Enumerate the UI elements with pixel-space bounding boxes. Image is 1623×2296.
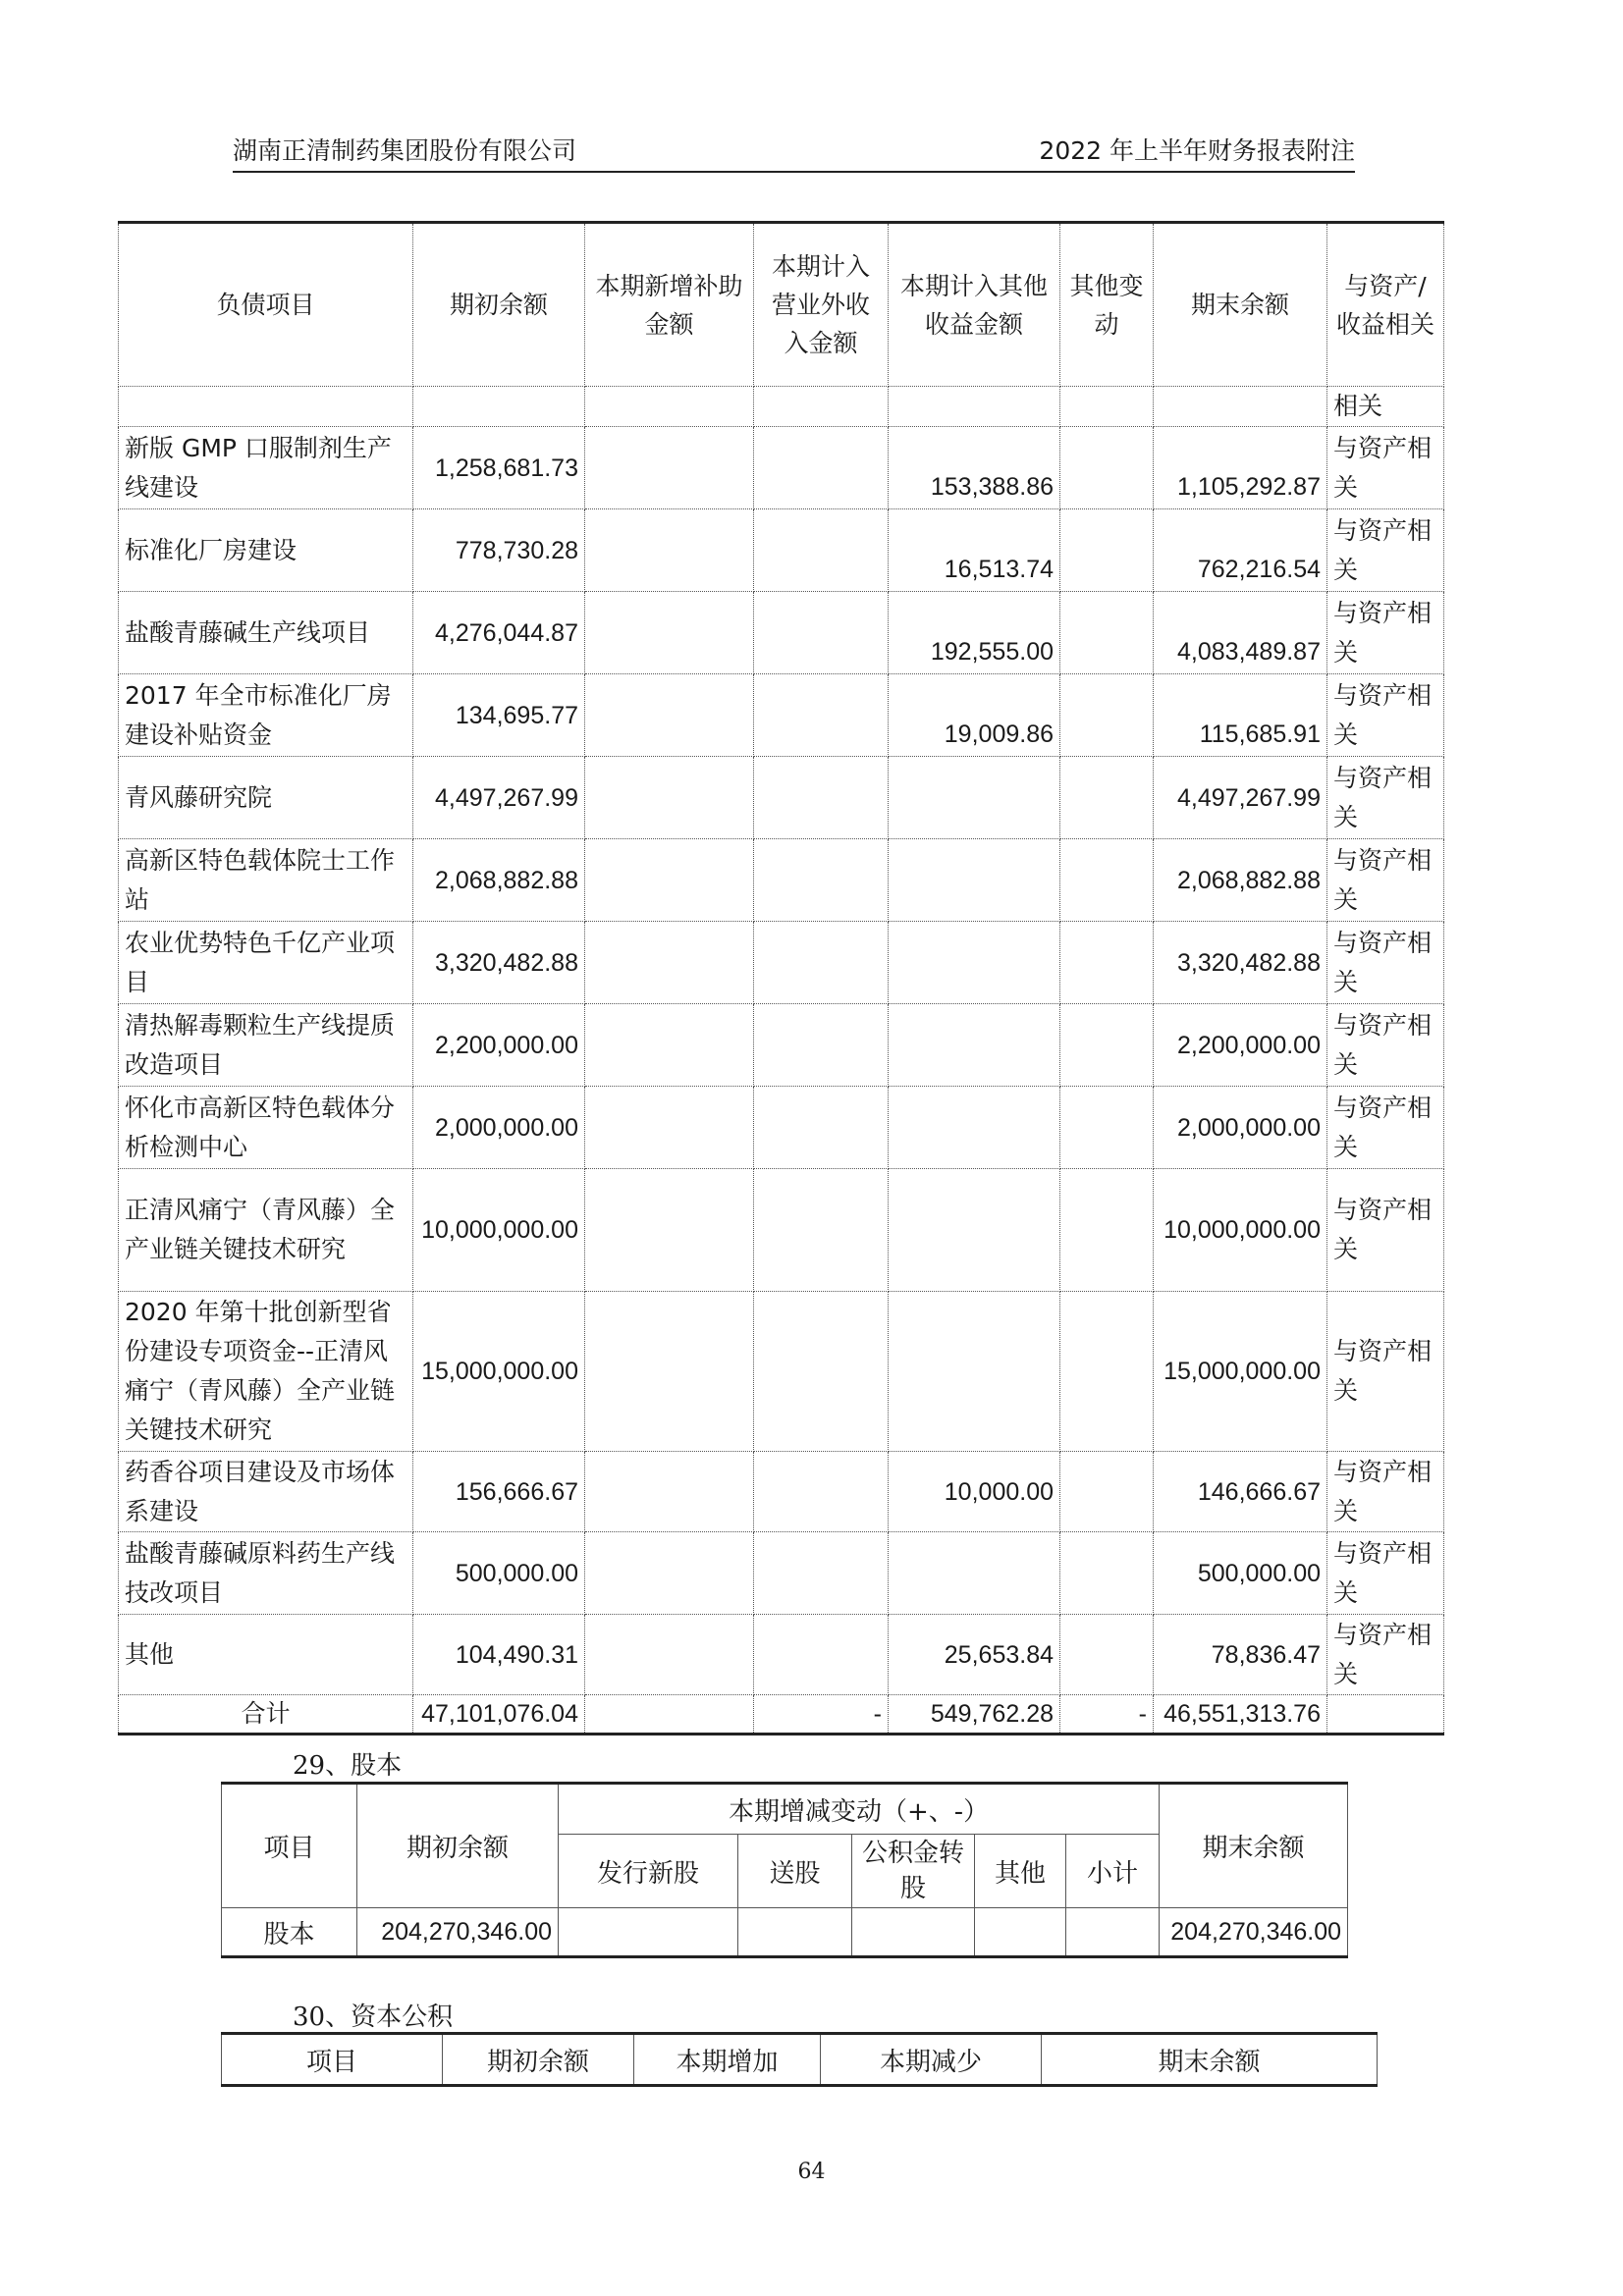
row-other-income [889,1292,1060,1452]
total-closing: 46,551,313.76 [1154,1695,1327,1735]
table-row [119,1452,1444,1532]
row-name: 新版 GMP 口服制剂生产线建设 [119,427,413,509]
row-other-income [889,1004,1060,1087]
total-label: 合计 [119,1695,413,1735]
row-name: 青风藤研究院 [119,757,413,839]
row-closing: 2,068,882.88 [1154,839,1327,922]
sc-row-end: 204,270,346.00 [1160,1908,1348,1957]
row-other-income: 192,555.00 [889,592,1060,674]
cr-header-begin: 期初余额 [443,2034,634,2086]
row-other-income [889,1532,1060,1615]
table-row [119,757,1444,839]
table-row [222,1908,1348,1957]
row-name: 药香谷项目建设及市场体系建设 [119,1452,413,1532]
table-row [119,674,1444,757]
row-opening: 10,000,000.00 [413,1169,585,1292]
row-opening: 104,490.31 [413,1615,585,1695]
table-row [119,1087,1444,1169]
page-header [233,135,1355,173]
row-closing: 146,666.67 [1154,1452,1327,1532]
row-closing: 2,000,000.00 [1154,1087,1327,1169]
header-closing-balance: 期末余额 [1154,223,1327,387]
page-number: 64 [797,2160,826,2184]
sc-row-begin: 204,270,346.00 [357,1908,559,1957]
table-row [119,1004,1444,1087]
table-row [119,592,1444,674]
row-closing: 500,000.00 [1154,1532,1327,1615]
share-capital-table [221,1782,1348,1958]
total-other-change: - [1060,1695,1154,1735]
row-name: 农业优势特色千亿产业项目 [119,922,413,1004]
table-row [119,922,1444,1004]
row-closing: 4,083,489.87 [1154,592,1327,674]
row-related: 与资产相关 [1327,592,1444,674]
row-opening: 4,497,267.99 [413,757,585,839]
government-grants-table [118,221,1444,1735]
table-header-row [119,223,1444,387]
total-non-operating: - [754,1695,889,1735]
table-row [119,1532,1444,1615]
row-related: 与资产相关 [1327,1292,1444,1452]
table-row [119,1615,1444,1695]
header-other-income: 本期计入其他收益金额 [889,223,1060,387]
table-row [119,1292,1444,1452]
header-liability-item: 负债项目 [119,223,413,387]
row-other-income [889,757,1060,839]
row-other-income: 16,513.74 [889,509,1060,592]
row-other-income [889,839,1060,922]
related-cell: 相关 [1327,387,1444,427]
table-row [119,509,1444,592]
row-closing: 78,836.47 [1154,1615,1327,1695]
header-other-changes: 其他变动 [1060,223,1154,387]
row-related: 与资产相关 [1327,427,1444,509]
row-other-income: 19,009.86 [889,674,1060,757]
sc-header-end: 期末余额 [1160,1784,1348,1908]
row-name: 高新区特色载体院士工作站 [119,839,413,922]
share-capital-header-row [222,1784,1348,1835]
row-opening: 2,000,000.00 [413,1087,585,1169]
section-29-title: 29、股本 [293,1751,403,1781]
row-name: 怀化市高新区特色载体分析检测中心 [119,1087,413,1169]
row-related: 与资产相关 [1327,757,1444,839]
row-closing: 15,000,000.00 [1154,1292,1327,1452]
row-opening: 3,320,482.88 [413,922,585,1004]
report-title: 2022 年上半年财务报表附注 [1039,136,1355,165]
total-row [119,1695,1444,1735]
row-related: 与资产相关 [1327,922,1444,1004]
table-row [119,1169,1444,1292]
sc-header-issue: 发行新股 [559,1835,738,1908]
cr-header-item: 项目 [222,2034,443,2086]
row-other-income: 153,388.86 [889,427,1060,509]
sc-header-other: 其他 [975,1835,1066,1908]
row-closing: 3,320,482.88 [1154,922,1327,1004]
row-closing: 115,685.91 [1154,674,1327,757]
row-related: 与资产相关 [1327,1615,1444,1695]
row-opening: 2,068,882.88 [413,839,585,922]
header-non-operating-income: 本期计入营业外收入金额 [754,223,889,387]
row-opening: 778,730.28 [413,509,585,592]
row-name: 2017 年全市标准化厂房建设补贴资金 [119,674,413,757]
row-opening: 4,276,044.87 [413,592,585,674]
row-name: 其他 [119,1615,413,1695]
header-asset-income-related: 与资产/收益相关 [1327,223,1444,387]
section-30-title: 30、资本公积 [293,2002,454,2032]
sc-row-item: 股本 [222,1908,357,1957]
row-closing: 762,216.54 [1154,509,1327,592]
row-related: 与资产相关 [1327,839,1444,922]
sc-header-bonus: 送股 [738,1835,852,1908]
company-name: 湖南正清制药集团股份有限公司 [233,136,577,165]
sc-header-begin: 期初余额 [357,1784,559,1908]
sc-header-reserve: 公积金转股 [852,1835,975,1908]
cr-header-decrease: 本期减少 [821,2034,1042,2086]
row-closing: 2,200,000.00 [1154,1004,1327,1087]
sc-header-subtotal: 小计 [1066,1835,1160,1908]
row-opening: 15,000,000.00 [413,1292,585,1452]
row-name: 清热解毒颗粒生产线提质改造项目 [119,1004,413,1087]
row-other-income: 25,653.84 [889,1615,1060,1695]
row-other-income [889,1087,1060,1169]
row-related: 与资产相关 [1327,509,1444,592]
capital-reserve-header-row [222,2034,1378,2086]
sc-header-change-group: 本期增减变动（+、-） [559,1784,1160,1835]
table-row [119,427,1444,509]
row-related: 与资产相关 [1327,1004,1444,1087]
row-closing: 1,105,292.87 [1154,427,1327,509]
row-related: 与资产相关 [1327,1169,1444,1292]
row-name: 标准化厂房建设 [119,509,413,592]
table-row [119,387,1444,427]
cr-header-increase: 本期增加 [634,2034,821,2086]
row-opening: 156,666.67 [413,1452,585,1532]
total-opening: 47,101,076.04 [413,1695,585,1735]
row-related: 与资产相关 [1327,1532,1444,1615]
table-row [119,839,1444,922]
row-other-income [889,1169,1060,1292]
row-opening: 134,695.77 [413,674,585,757]
row-name: 正清风痛宁（青风藤）全产业链关键技术研究 [119,1169,413,1292]
cr-header-end: 期末余额 [1042,2034,1378,2086]
header-opening-balance: 期初余额 [413,223,585,387]
row-related: 与资产相关 [1327,1087,1444,1169]
row-opening: 500,000.00 [413,1532,585,1615]
row-closing: 4,497,267.99 [1154,757,1327,839]
row-name: 2020 年第十批创新型省份建设专项资金--正清风痛宁（青风藤）全产业链关键技术研究 [119,1292,413,1452]
total-other-income: 549,762.28 [889,1695,1060,1735]
row-related: 与资产相关 [1327,674,1444,757]
row-other-income: 10,000.00 [889,1452,1060,1532]
row-opening: 2,200,000.00 [413,1004,585,1087]
row-closing: 10,000,000.00 [1154,1169,1327,1292]
row-other-income [889,922,1060,1004]
row-related: 与资产相关 [1327,1452,1444,1532]
header-new-grants: 本期新增补助金额 [585,223,754,387]
row-name: 盐酸青藤碱原料药生产线技改项目 [119,1532,413,1615]
capital-reserve-table [221,2032,1378,2087]
row-name: 盐酸青藤碱生产线项目 [119,592,413,674]
sc-header-item: 项目 [222,1784,357,1908]
row-opening: 1,258,681.73 [413,427,585,509]
